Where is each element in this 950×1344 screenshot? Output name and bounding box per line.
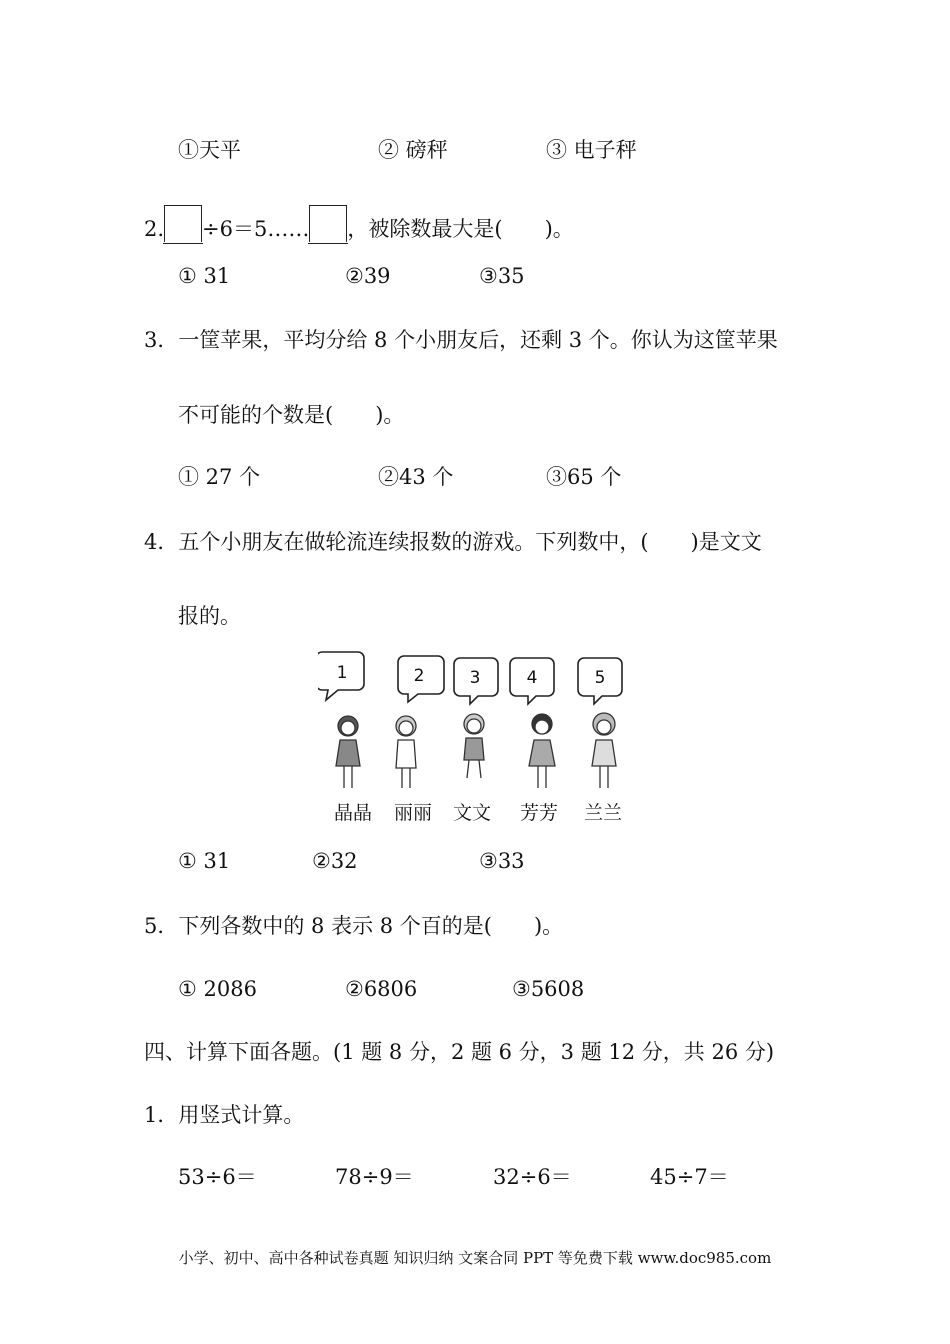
q2-line [144, 205, 574, 242]
q3-option-b: ②43 个 [378, 465, 454, 489]
calc-2: 78÷9＝ [335, 1165, 414, 1189]
children-illustration [318, 648, 638, 828]
q3-line2: 不可能的个数是( )。 [178, 403, 405, 427]
child-1 [336, 716, 360, 788]
q2-option-c: ③35 [479, 264, 525, 288]
q3-option-c: ③65 个 [546, 465, 622, 489]
q2-option-a: ① 31 [178, 264, 231, 288]
bubble-4-number: 4 [526, 668, 538, 688]
q1-option-a: ①天平 [178, 138, 241, 162]
q3-option-a: ① 27 个 [178, 465, 261, 489]
q4-option-c: ③33 [479, 849, 525, 873]
calc-3: 32÷6＝ [493, 1165, 572, 1189]
q1-option-b: ② 磅秤 [378, 138, 448, 162]
q2-mid: ÷6＝5…… [202, 217, 310, 241]
section-4-sub1: 1．用竖式计算。 [144, 1103, 305, 1127]
q5-line1: 5．下列各数中的 8 表示 8 个百的是( )。 [144, 914, 564, 938]
bubble-3-number: 3 [469, 668, 481, 688]
child-5 [592, 713, 616, 788]
name-lanlan: 兰兰 [584, 802, 623, 824]
bubble-2-number: 2 [413, 666, 425, 686]
q4-option-a: ① 31 [178, 849, 231, 873]
child-2 [396, 716, 416, 788]
bubble-1-number: 1 [336, 663, 348, 683]
child-4 [529, 714, 555, 788]
child-3 [464, 714, 484, 778]
q2-number: 2. [144, 217, 165, 241]
q5-option-c: ③5608 [512, 977, 585, 1001]
q4-line1: 4．五个小朋友在做轮流连续报数的游戏。下列数中，( )是文文 [144, 530, 762, 554]
footer-text: 小学、初中、高中各种试卷真题 知识归纳 文案合同 PPT 等免费下载 www.doc985.com [178, 1249, 772, 1267]
q5-option-b: ②6806 [345, 977, 418, 1001]
q2-tail: ，被除数最大是( )。 [347, 217, 574, 241]
dividend-box [164, 205, 202, 242]
calc-1: 53÷6＝ [178, 1165, 257, 1189]
name-fangfang: 芳芳 [520, 802, 559, 824]
bubble-5-number: 5 [594, 668, 606, 688]
children-drawing [318, 648, 638, 798]
name-wenwen: 文文 [453, 802, 492, 824]
name-jingjing: 晶晶 [334, 802, 373, 824]
remainder-box [309, 205, 347, 242]
q4-option-b: ②32 [312, 849, 358, 873]
q3-line1: 3．一筐苹果，平均分给 8 个小朋友后，还剩 3 个。你认为这筐苹果 [144, 328, 778, 352]
name-lili: 丽丽 [394, 802, 433, 824]
q1-option-c: ③ 电子秤 [546, 138, 637, 162]
q5-option-a: ① 2086 [178, 977, 257, 1001]
q4-line2: 报的。 [178, 604, 241, 628]
q2-option-b: ②39 [345, 264, 391, 288]
section-4-title: 四、计算下面各题。(1 题 8 分，2 题 6 分，3 题 12 分，共 26 分) [144, 1040, 775, 1064]
calc-4: 45÷7＝ [650, 1165, 729, 1189]
